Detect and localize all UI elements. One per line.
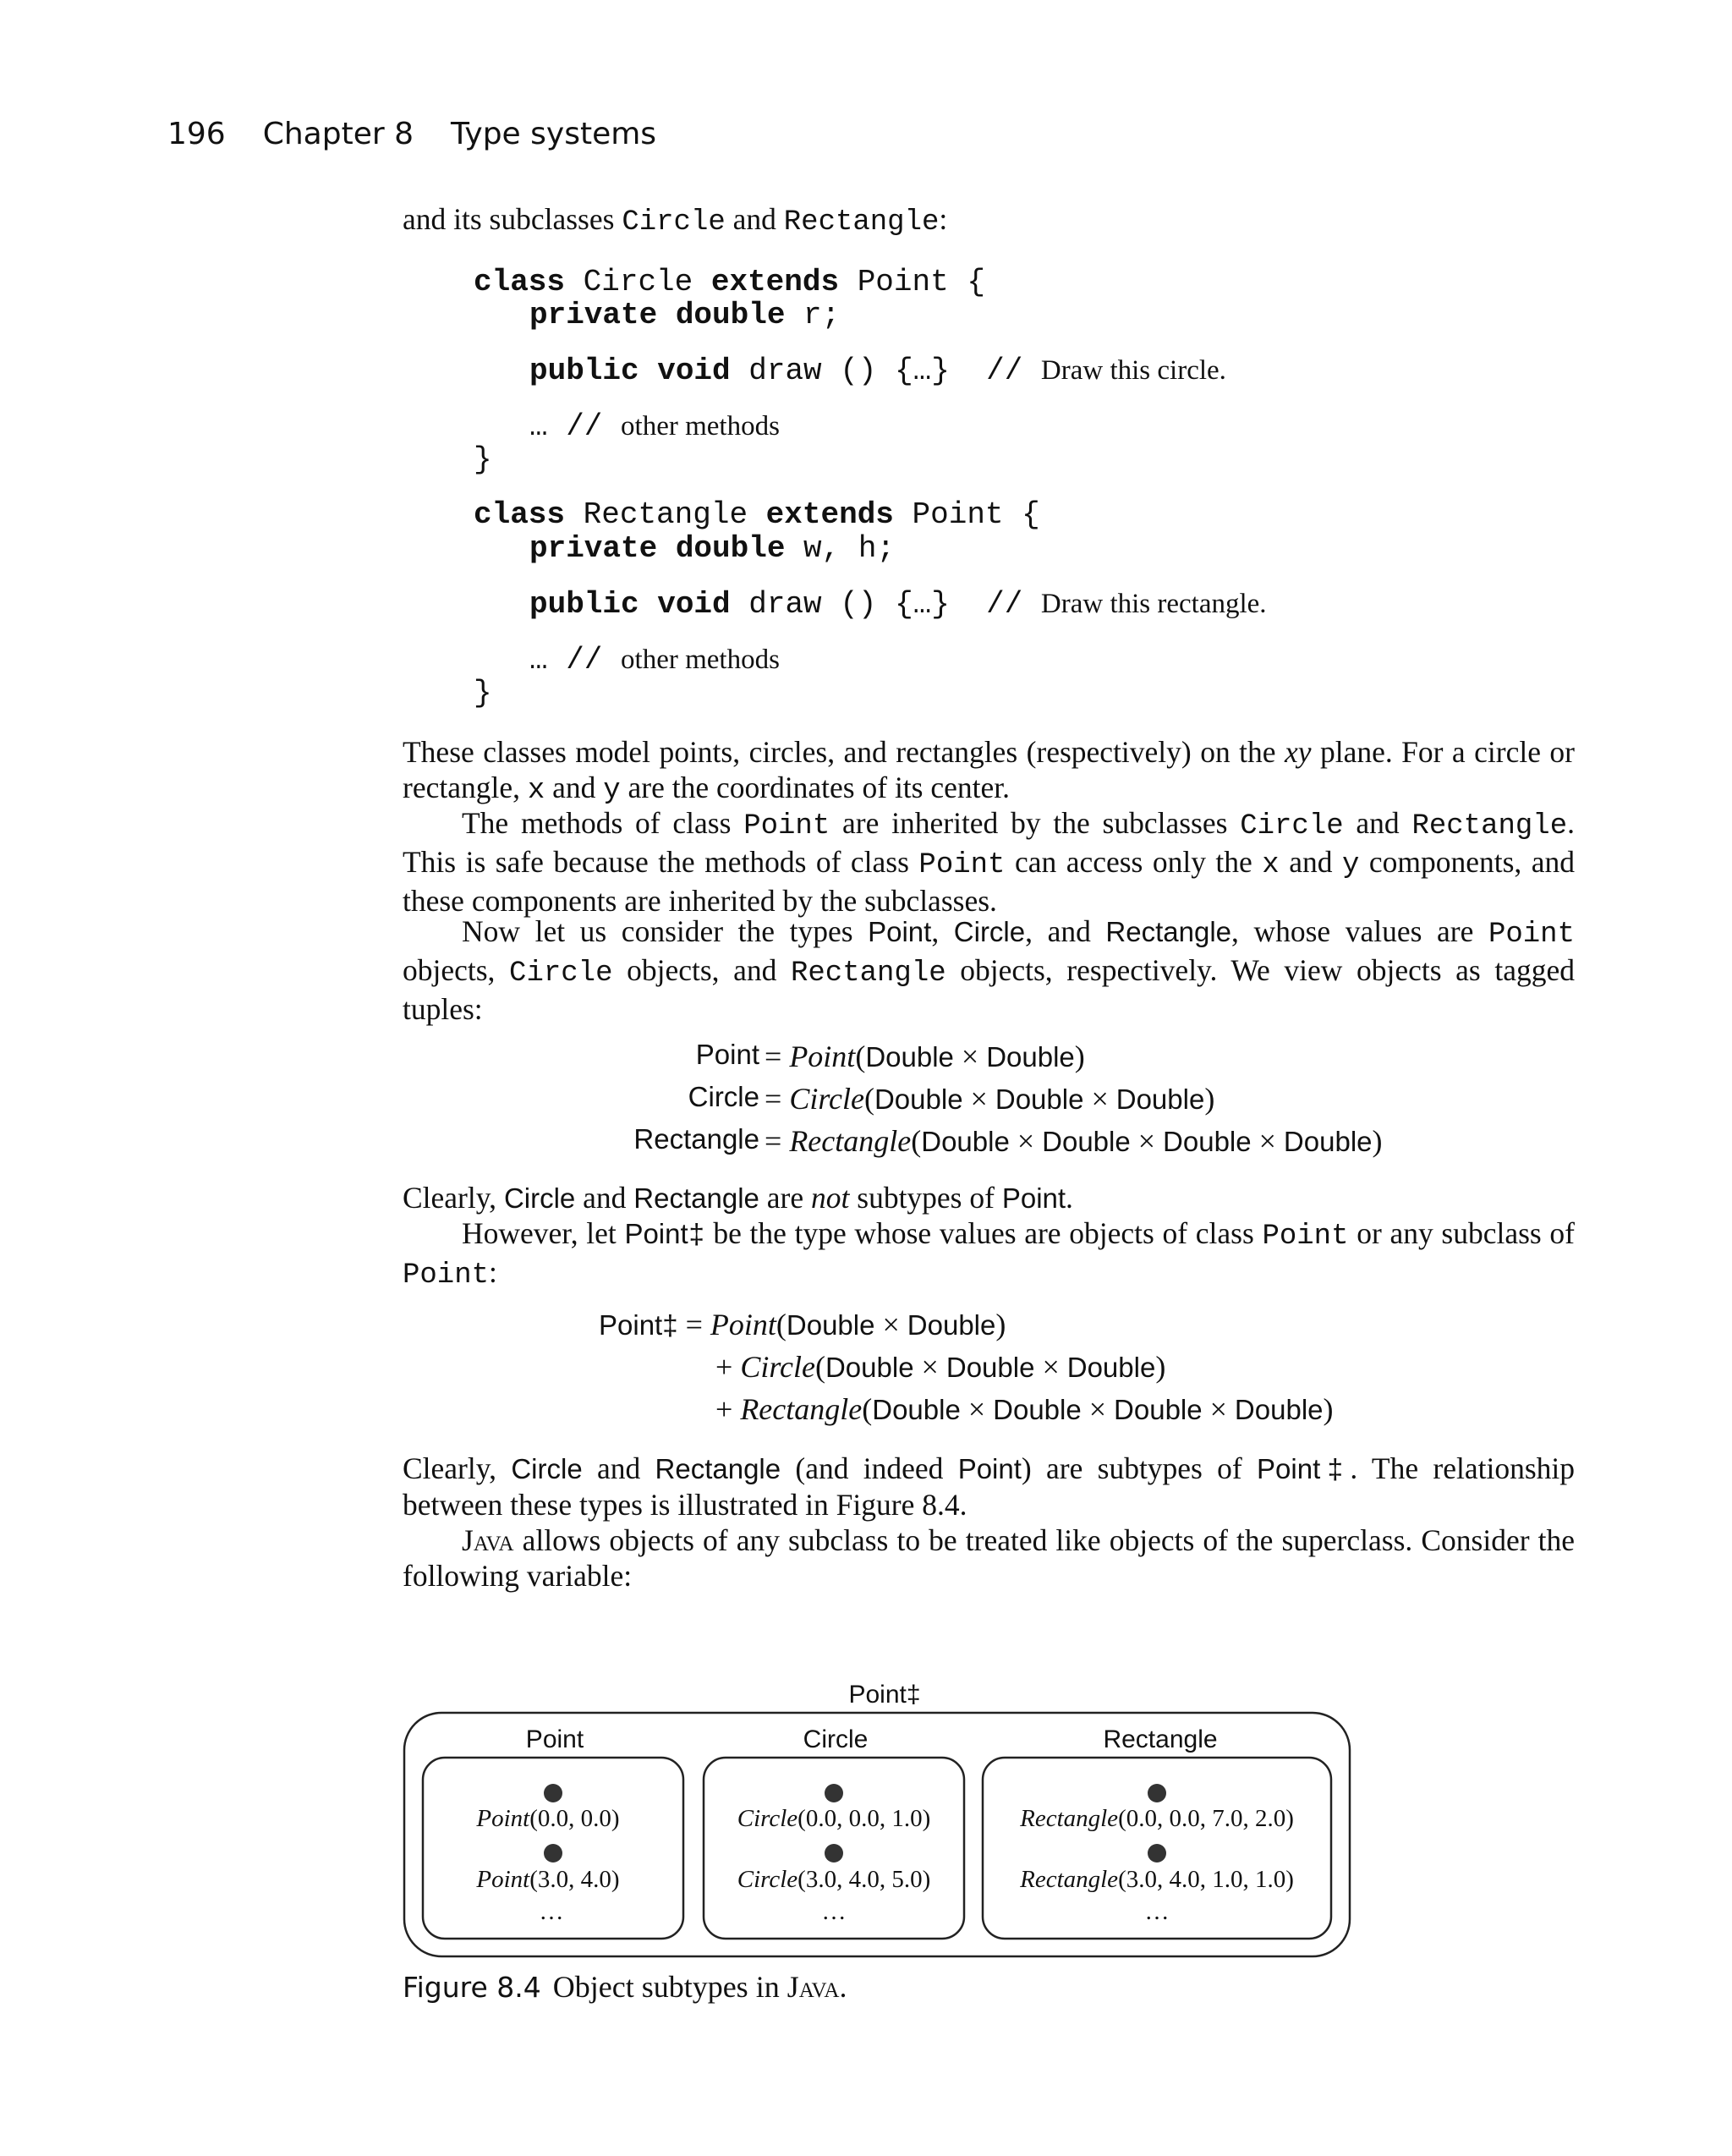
- circle-dot-2: [825, 1844, 843, 1862]
- intro-line: and its subclasses Circle and Rectangle:: [403, 202, 948, 239]
- eq-point-rhs: = Point(Double × Double): [765, 1040, 1085, 1073]
- eq2-line-3: + Rectangle(Double × Double × Double × Double): [715, 1392, 1334, 1426]
- code-rect-close: }: [474, 676, 492, 710]
- value-circle-2: Circle(3.0, 4.0, 5.0): [737, 1866, 931, 1893]
- eq-point-lhs: Point: [695, 1039, 759, 1070]
- eq-rect-rhs: = Rectangle(Double × Double × Double × Double): [765, 1124, 1383, 1158]
- value-rectangle-2: Rectangle(3.0, 4.0, 1.0, 1.0): [1020, 1866, 1294, 1893]
- code-rect-class: class Rectangle extends Point {: [474, 497, 1040, 532]
- eq2-line-1: Point‡ = Point(Double × Double): [599, 1308, 1006, 1341]
- outer-label: Point‡: [848, 1681, 921, 1709]
- code-circle-close: }: [474, 442, 492, 477]
- figure-caption: Figure 8.4 Object subtypes in Java.: [403, 1970, 847, 2004]
- eq-circle-lhs: Circle: [688, 1081, 759, 1112]
- group-label-circle: Circle: [803, 1725, 869, 1753]
- circle-dot-1: [825, 1784, 843, 1802]
- paragraph-5: However, let Point‡ be the type whose values are objects of class Point or any subclass of Point:: [403, 1216, 1575, 1292]
- chapter-title: Type systems: [451, 117, 657, 151]
- rectangle-dot-1: [1148, 1784, 1166, 1802]
- code-circle-draw: public void draw () {…} // Draw this circle.: [529, 354, 1226, 388]
- page-number: 196: [167, 117, 226, 151]
- code-circle-field: private double r;: [529, 298, 841, 332]
- value-point-2: Point(3.0, 4.0): [476, 1866, 620, 1893]
- code-circle-class: class Circle extends Point {: [474, 265, 985, 299]
- paragraph-4: Clearly, Circle and Rectangle are not subtypes of Point.: [403, 1181, 1073, 1215]
- eq-circle-rhs: = Circle(Double × Double × Double): [765, 1082, 1215, 1116]
- eq2-line-2: + Circle(Double × Double × Double): [715, 1350, 1166, 1384]
- ellipsis-point: …: [539, 1898, 564, 1925]
- code-circle-other: … // other methods: [529, 409, 780, 444]
- group-label-point: Point: [525, 1725, 584, 1753]
- point-dot-1: [544, 1784, 562, 1802]
- ellipsis-rectangle: …: [1144, 1898, 1170, 1925]
- chapter-label: Chapter 8: [262, 117, 414, 151]
- paragraph-7: Java allows objects of any subclass to be treated like objects of the superclass. Consider the following variable:: [403, 1523, 1575, 1593]
- ellipsis-circle: …: [821, 1898, 847, 1925]
- paragraph-3: Now let us consider the types Point, Circle, and Rectangle, whose values are Point objects, Circle objects, and Rectangle objects, respectively. We view objects as tagged tuples:: [403, 914, 1575, 1026]
- rectangle-dot-2: [1148, 1844, 1166, 1862]
- paragraph-1: These classes model points, circles, and rectangles (respectively) on the xy plane. For a circle or rectangle, x and y are the coordinates of its center.: [403, 735, 1575, 807]
- paragraph-2: The methods of class Point are inherited by the subclasses Circle and Rectangle. This is safe because the methods of class Point can access only the x and y components, and these components are inherited by the subclasses.: [403, 806, 1576, 918]
- value-rectangle-1: Rectangle(0.0, 0.0, 7.0, 2.0): [1020, 1805, 1294, 1832]
- code-rect-draw: public void draw () {…} // Draw this rectangle.: [529, 587, 1267, 622]
- code-rect-other: … // other methods: [529, 643, 780, 678]
- paragraph-6: Clearly, Circle and Rectangle (and indeed Point) are subtypes of Point‡. The relationship between these types is illustrated in Figure 8.4.: [403, 1451, 1575, 1522]
- value-circle-1: Circle(0.0, 0.0, 1.0): [737, 1805, 931, 1832]
- group-label-rectangle: Rectangle: [1103, 1725, 1218, 1753]
- value-point-1: Point(0.0, 0.0): [476, 1805, 620, 1832]
- point-dot-2: [544, 1844, 562, 1862]
- code-rect-field: private double w, h;: [529, 531, 896, 566]
- eq-rect-lhs: Rectangle: [633, 1123, 759, 1155]
